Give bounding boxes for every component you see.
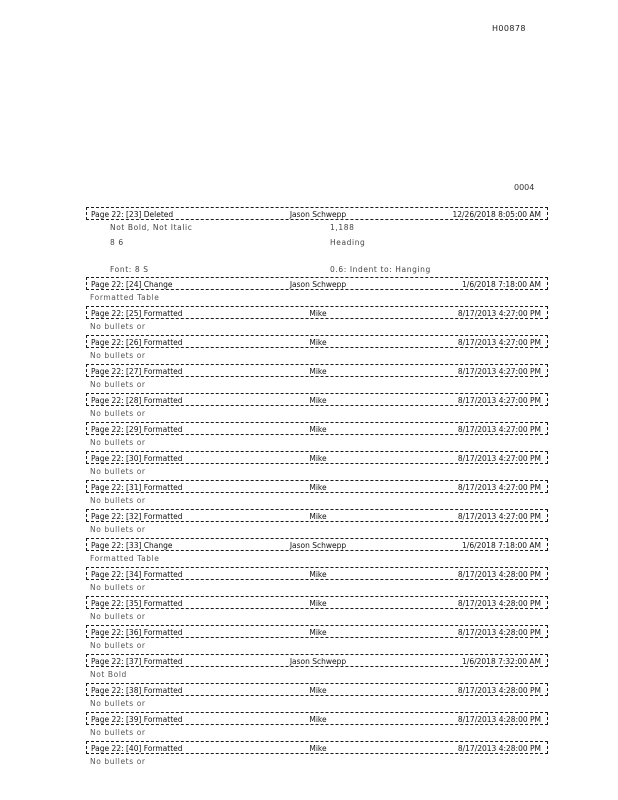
revision-user: Mike <box>309 512 327 521</box>
revision-date: 8/17/2013 4:27:00 PM <box>457 396 541 405</box>
revision-date: 8/17/2013 4:28:00 PM <box>457 744 541 753</box>
revision-format-note: No bullets or <box>90 351 146 360</box>
revision-page: Page 22: [25] Formatted <box>91 309 183 318</box>
revision-row <box>86 306 548 319</box>
revision-page: Page 22: [31] Formatted <box>91 483 183 492</box>
revision-date: 8/17/2013 4:27:00 PM <box>457 338 541 347</box>
revision-row <box>86 538 548 551</box>
revision-format-note: No bullets or <box>90 322 146 331</box>
revision-page: Page 22: [37] Formatted <box>91 657 183 666</box>
revision-user: Mike <box>309 715 327 724</box>
revision-date: 8/17/2013 4:27:00 PM <box>457 367 541 376</box>
revision-page: Page 22: [32] Formatted <box>91 512 183 521</box>
revision-row <box>86 654 548 667</box>
revision-user: Mike <box>309 483 327 492</box>
document-id: H00878 <box>492 24 526 33</box>
revision-page: Page 22: [35] Formatted <box>91 599 183 608</box>
revision-user: Mike <box>309 570 327 579</box>
revision-row <box>86 596 548 609</box>
revision-format-note: No bullets or <box>90 496 146 505</box>
revision-row <box>86 509 548 522</box>
revision-row <box>86 567 548 580</box>
revision-row <box>86 393 548 406</box>
meta-right: Heading <box>330 238 366 247</box>
revision-date: 8/17/2013 4:27:00 PM <box>457 309 541 318</box>
revision-user: Mike <box>309 338 327 347</box>
revision-list <box>86 207 548 770</box>
revision-row <box>86 207 548 220</box>
revision-date: 8/17/2013 4:28:00 PM <box>457 570 541 579</box>
revision-meta-line <box>86 235 548 250</box>
revision-date: 8/17/2013 4:27:00 PM <box>457 512 541 521</box>
revision-date: 8/17/2013 4:28:00 PM <box>457 628 541 637</box>
revision-date: 1/6/2018 7:18:00 AM <box>462 280 541 289</box>
revision-format-note: Formatted Table <box>90 554 160 563</box>
revision-user: Mike <box>309 744 327 753</box>
revision-format-note: No bullets or <box>90 699 146 708</box>
revision-row <box>86 741 548 754</box>
revision-page: Page 22: [36] Formatted <box>91 628 183 637</box>
page-number: 0004 <box>514 183 535 192</box>
revision-user: Jason Schwepp <box>289 210 347 219</box>
revision-meta-line <box>86 220 548 235</box>
revision-date: 8/17/2013 4:28:00 PM <box>457 686 541 695</box>
revision-page: Page 22: [28] Formatted <box>91 396 183 405</box>
revision-date: 8/17/2013 4:27:00 PM <box>457 425 541 434</box>
revision-format-note: No bullets or <box>90 728 146 737</box>
note-right: 0.6: Indent to: Hanging <box>330 265 431 274</box>
revision-user: Mike <box>309 599 327 608</box>
revision-page: Page 22: [34] Formatted <box>91 570 183 579</box>
revision-row <box>86 364 548 377</box>
revision-date: 1/6/2018 7:32:00 AM <box>462 657 541 666</box>
revision-page: Page 22: [40] Formatted <box>91 744 183 753</box>
revision-page: Page 22: [24] Change <box>91 280 173 289</box>
revision-format-note: No bullets or <box>90 438 146 447</box>
revision-row <box>86 422 548 435</box>
revision-date: 12/26/2018 8:05:00 AM <box>452 210 541 219</box>
revision-user: Mike <box>309 367 327 376</box>
revision-date: 1/6/2018 7:18:00 AM <box>462 541 541 550</box>
revision-page: Page 22: [39] Formatted <box>91 715 183 724</box>
revision-row <box>86 712 548 725</box>
revision-date: 8/17/2013 4:27:00 PM <box>457 483 541 492</box>
revision-date: 8/17/2013 4:27:00 PM <box>457 454 541 463</box>
revision-user: Mike <box>309 454 327 463</box>
revision-page: Page 22: [38] Formatted <box>91 686 183 695</box>
revision-row <box>86 683 548 696</box>
revision-page: Page 22: [23] Deleted <box>91 210 174 219</box>
note-left: Font: 8 S <box>110 265 149 274</box>
revision-page: Page 22: [27] Formatted <box>91 367 183 376</box>
revision-page: Page 22: [26] Formatted <box>91 338 183 347</box>
revision-user: Jason Schwepp <box>289 657 347 666</box>
revision-page: Page 22: [30] Formatted <box>91 454 183 463</box>
revision-format-note: No bullets or <box>90 757 146 766</box>
revision-page: Page 22: [29] Formatted <box>91 425 183 434</box>
revision-user: Mike <box>309 425 327 434</box>
revision-row <box>86 625 548 638</box>
revision-user: Jason Schwepp <box>289 541 347 550</box>
meta-right: 1,188 <box>330 223 355 232</box>
revision-page: Page 22: [33] Change <box>91 541 173 550</box>
revision-format-note: No bullets or <box>90 380 146 389</box>
meta-left: 8 6 <box>110 238 124 247</box>
revision-format-note: No bullets or <box>90 641 146 650</box>
revision-format-note: No bullets or <box>90 467 146 476</box>
revision-row <box>86 277 548 290</box>
revision-format-note: No bullets or <box>90 409 146 418</box>
revision-user: Mike <box>309 686 327 695</box>
revision-format-note: No bullets or <box>90 525 146 534</box>
revision-format-note: Formatted Table <box>90 293 160 302</box>
meta-left: Not Bold, Not Italic <box>110 223 193 232</box>
revision-user: Mike <box>309 628 327 637</box>
revision-row <box>86 335 548 348</box>
revision-row <box>86 451 548 464</box>
revision-user: Jason Schwepp <box>289 280 347 289</box>
revision-format-note: No bullets or <box>90 583 146 592</box>
revision-date: 8/17/2013 4:28:00 PM <box>457 599 541 608</box>
revision-format-note: No bullets or <box>90 612 146 621</box>
revision-row <box>86 480 548 493</box>
revision-user: Mike <box>309 309 327 318</box>
revision-format-note: Not Bold <box>90 670 127 679</box>
revision-date: 8/17/2013 4:28:00 PM <box>457 715 541 724</box>
revision-user: Mike <box>309 396 327 405</box>
revision-note-line <box>86 262 548 277</box>
